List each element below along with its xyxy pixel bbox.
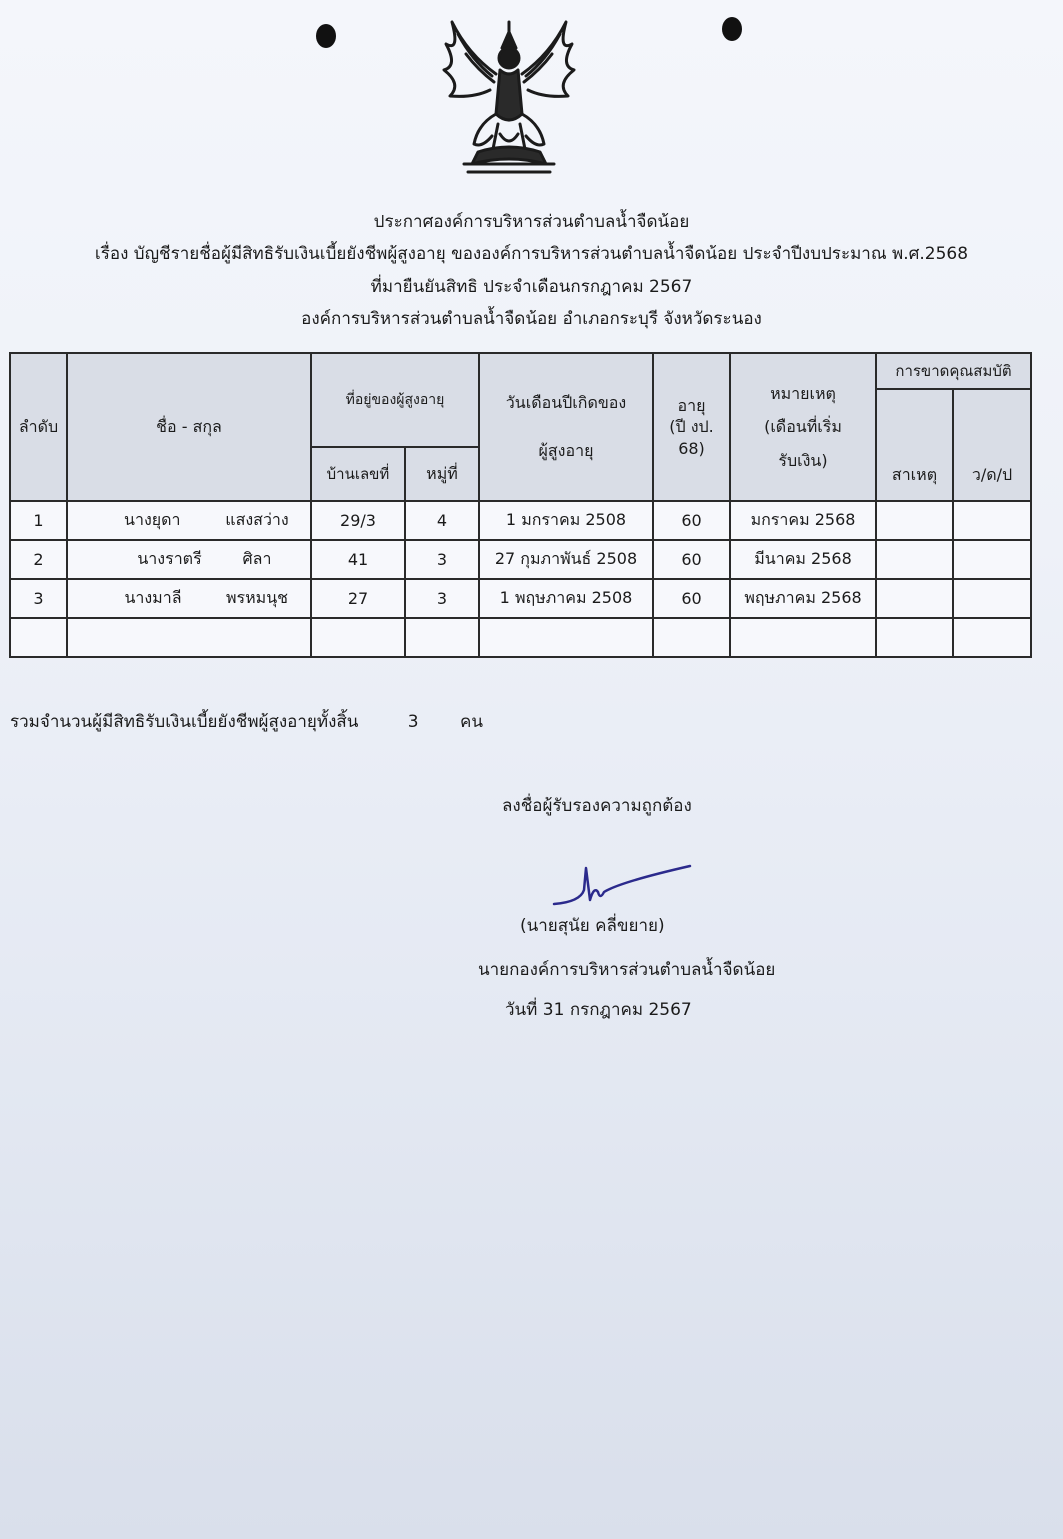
cell-birthdate: 27 กุมภาพันธ์ 2508 xyxy=(479,540,653,579)
first-name: นางมาลี xyxy=(124,588,182,607)
certify-label: ลงชื่อผู้รับรองความถูกต้อง xyxy=(502,796,692,816)
table-row xyxy=(10,540,1031,579)
cell-age: 60 xyxy=(653,579,730,618)
cell-birthdate xyxy=(479,618,653,657)
cell-remark: มีนาคม 2568 xyxy=(730,540,876,579)
cell-house-number xyxy=(311,618,405,657)
total-label: รวมจำนวนผู้มีสิทธิรับเงินเบี้ยยังชีพผู้สูงอายุทั้งสิ้น xyxy=(10,712,359,732)
header-cause: สาเหตุ xyxy=(876,389,953,501)
cell-cause xyxy=(876,501,953,540)
first-name: นางยุดา xyxy=(124,510,181,529)
signer-name: (นายสุนัย คลี่ขยาย) xyxy=(520,916,665,936)
garuda-emblem xyxy=(438,14,580,184)
header-date: ว/ด/ป xyxy=(953,389,1031,501)
header-birthdate-line2: ผู้สูงอายุ xyxy=(538,441,594,460)
punch-hole-right xyxy=(722,17,742,41)
total-count: 3 xyxy=(407,712,419,732)
cell-cause xyxy=(876,579,953,618)
beneficiary-table xyxy=(9,352,1032,658)
cell-remark: มกราคม 2568 xyxy=(730,501,876,540)
cell-birthdate: 1 พฤษภาคม 2508 xyxy=(479,579,653,618)
cell-house-number: 27 xyxy=(311,579,405,618)
cell-cause xyxy=(876,618,953,657)
cell-village: 3 xyxy=(405,540,479,579)
header-village: หมู่ที่ xyxy=(405,447,479,501)
header-subject: เรื่อง บัญชีรายชื่อผู้มีสิทธิรับเงินเบี้ยยังชีพผู้สูงอายุ ขององค์การบริหารส่วนตำบลน้ำจืดน้อย ประจำปีงบประมาณ พ.ศ.2568 xyxy=(94,244,969,264)
cell-village xyxy=(405,618,479,657)
cell-remark: พฤษภาคม 2568 xyxy=(730,579,876,618)
header-remark-line1: หมายเหตุ xyxy=(770,383,836,403)
last-name: แสงสว่าง xyxy=(225,510,289,529)
header-birthdate-line1: วันเดือนปีเกิดของ xyxy=(505,393,627,413)
table-row xyxy=(10,579,1031,618)
header-period: ที่มายืนยันสิทธิ ประจำเดือนกรกฎาคม 2567 xyxy=(370,277,693,297)
cell-house-number: 41 xyxy=(311,540,405,579)
cell-age xyxy=(653,618,730,657)
header-age-line1: อายุ xyxy=(677,395,706,415)
header-remark xyxy=(730,353,876,501)
first-name: นางราตรี xyxy=(137,549,202,568)
cell-village: 4 xyxy=(405,501,479,540)
cell-date xyxy=(953,579,1031,618)
signer-position: นายกองค์การบริหารส่วนตำบลน้ำจืดน้อย xyxy=(478,960,776,980)
cell-remark xyxy=(730,618,876,657)
total-summary xyxy=(10,708,483,735)
punch-hole-left xyxy=(316,24,336,48)
header-disqualification: การขาดคุณสมบัติ xyxy=(876,353,1031,389)
cell-birthdate: 1 มกราคม 2508 xyxy=(479,501,653,540)
header-age-line3: 68) xyxy=(678,438,705,458)
cell-age: 60 xyxy=(653,540,730,579)
cell-cause xyxy=(876,540,953,579)
header-birthdate xyxy=(479,353,653,501)
cell-order: 3 xyxy=(10,579,67,618)
cell-village: 3 xyxy=(405,579,479,618)
header-title: ประกาศองค์การบริหารส่วนตำบลน้ำจืดน้อย xyxy=(373,212,690,232)
cell-house-number: 29/3 xyxy=(311,501,405,540)
header-age-line2: (ปี งป. xyxy=(669,417,714,437)
last-name: ศิลา xyxy=(242,549,272,568)
header-house-number: บ้านเลขที่ xyxy=(311,447,405,501)
last-name: พรหมนุช xyxy=(225,588,289,607)
header-organization: องค์การบริหารส่วนตำบลน้ำจืดน้อย อำเภอกระบุรี จังหวัดระนอง xyxy=(301,309,762,329)
header-address: ที่อยู่ของผู้สูงอายุ xyxy=(311,353,479,447)
header-age xyxy=(653,353,730,501)
cell-age: 60 xyxy=(653,501,730,540)
table-row-empty xyxy=(10,618,1031,657)
cell-order: 1 xyxy=(10,501,67,540)
cell-name xyxy=(67,501,311,540)
cell-name xyxy=(67,579,311,618)
cell-order: 2 xyxy=(10,540,67,579)
cell-name xyxy=(67,540,311,579)
signature-date: วันที่ 31 กรกฎาคม 2567 xyxy=(505,1000,692,1020)
header-order: ลำดับ xyxy=(10,353,67,501)
header-remark-line3: รับเงิน) xyxy=(778,450,828,470)
header-remark-line2: (เดือนที่เริ่ม xyxy=(764,417,842,437)
cell-date xyxy=(953,501,1031,540)
cell-date xyxy=(953,618,1031,657)
table-row xyxy=(10,501,1031,540)
cell-name xyxy=(67,618,311,657)
cell-date xyxy=(953,540,1031,579)
total-unit: คน xyxy=(460,712,484,732)
header-name: ชื่อ - สกุล xyxy=(67,353,311,501)
cell-order xyxy=(10,618,67,657)
